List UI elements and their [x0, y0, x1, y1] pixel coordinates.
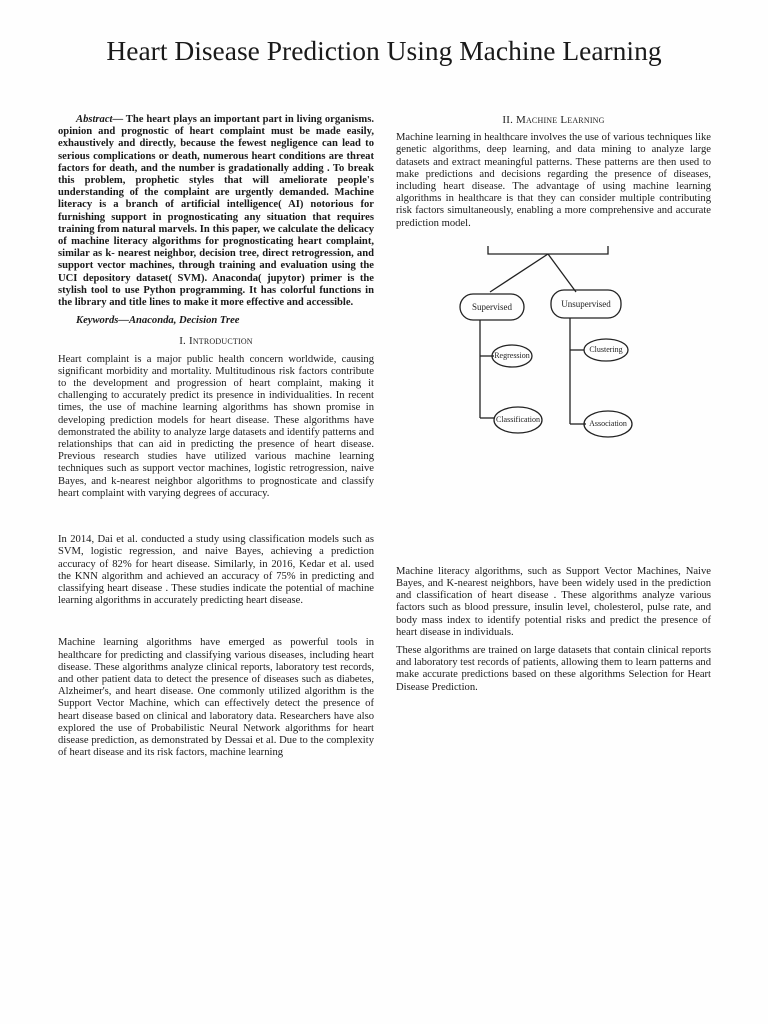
abstract-dash: —: [112, 114, 124, 125]
clustering-label: Clustering: [589, 344, 623, 354]
keywords: Keywords—Anaconda, Decision Tree: [76, 315, 240, 327]
ml-paragraph-2: Machine literacy algorithms, such as Support Vector Machines, Naive Bayes, and K-nearest neighbors, have been widely used in the prediction and classification of heart disease . These algorithms analyze various factors such as blood pressure, insulin level, cholesterol, pulse rate, and body mass index to identify potential risks and predict the presence of heart disease in individuals.: [396, 565, 711, 638]
branch-to-unsupervised: [548, 254, 576, 292]
unsupervised-label: Unsupervised: [561, 298, 611, 309]
paper-title: Heart Disease Prediction Using Machine Learning: [106, 35, 662, 66]
right-column: [396, 114, 711, 694]
abstract: [58, 114, 374, 309]
regression-label: Regression: [494, 350, 530, 360]
ml-taxonomy-figure: [456, 244, 744, 464]
intro-paragraph-1: Heart complaint is a major public health concern worldwide, causing significant morbidity and mortality. Multitudinous risk factors contribute to the development and progression of heart complaint, making it challenging to accurately predict its presence in individualities. In recent times, the use of machine learning algorithms has shown promise in developing prediction models for heart disease. These algorithms have demonstrated the ability to analyze large datasets and identify patterns and relationships that can aid in predicting the presence of heart disease. Previous research studies have utilized various machine learning techniques such as support vector machines, logistic retrogression, naive Bayes, and k-nearest neighbor algorithms to prognosticate and classify heart complaint with varying degrees of accuracy.: [58, 353, 374, 499]
supervised-label: Supervised: [472, 301, 512, 312]
association-label: Association: [589, 418, 627, 428]
branch-to-supervised: [490, 254, 548, 292]
intro-paragraph-2: In 2014, Dai et al. conducted a study using classification models such as SVM, logistic regression, and naive Bayes, achieving a prediction accuracy of 82% for heart disease. Similarly, in 2016, Kedar et al. used the KNN algorithm and achieved an accuracy of 75% in predicting and classifying heart disease . These studies indicate the potential of machine learning algorithms in accurately predicting heart disease.: [58, 534, 374, 607]
section-heading-introduction: I. Introduction: [179, 335, 253, 348]
classification-label: Classification: [496, 414, 540, 424]
abstract-text: The heart plays an important part in living organisms. opinion and prognostic of heart complaint must be made easily, exhaustively and directly, because the fewest negligence can lead to serious complications or death, numerous heart conditions are threat factors for death, and the number is gradationally adding . To break this problem, prophetic styles that will ameliorate people's understanding of the complaint are urgently demanded. Machine literacy is a branch of artificial intelligence( AI) notorious for furnishing support in prognosticating any situation that requires training from natural marvels. In this paper, we calculate the delicacy of machine literacy algorithms for prognosticating heart complaint, similar as k- nearest neighbor, decision tree, direct retrogression, and support vector machines, through training and evaluation using the UCI depository dataset( SVM). Anaconda( jupytor) primer is the stylish tool to use Python programming. It has colorful functions in the library and title lines to make it more effective and accessible.: [58, 114, 374, 309]
ml-paragraph-3: These algorithms are trained on large datasets that contain clinical reports and laboratory test records of patients, allowing them to learn patterns and make accurate predictions based on these algorithms Selection for Heart Disease Prediction.: [396, 645, 711, 693]
section-heading-machine-learning: II. Machine Learning: [502, 114, 605, 126]
abstract-label: Abstract: [76, 114, 113, 125]
ml-paragraph-1: Machine learning in healthcare involves the use of various techniques like genetic algorithms, deep learning, and data mining to analyze large datasets and extract meaningful patterns. These patterns are then used to make predictions and decisions regarding the presence of diseases, including heart disease. The advantage of using machine learning algorithms in healthcare is that they can consider multiple contributing risk factors simultaneously, enabling a more comprehensive and accurate prediction model.: [396, 132, 711, 229]
intro-paragraph-3: Machine learning algorithms have emerged as powerful tools in healthcare for predicting and classifying various diseases, including heart disease. These algorithms analyze clinical reports, laboratory test records, and other patient data to detect the presence of diseases such as diabetes, Alzheimer's, and heart disease. One commonly utilized algorithm is the Support Vector Machine, which can effectively detect the presence of heart disease based on clinical and laboratory data. Researchers have also explored the use of Probabilistic Neural Network algorithms for heart disease prediction, as demonstrated by Dessai et al. Due to the complexity of heart disease and its risk factors, machine learning: [58, 637, 374, 759]
root-bracket: [488, 246, 608, 254]
left-column: [58, 114, 374, 759]
